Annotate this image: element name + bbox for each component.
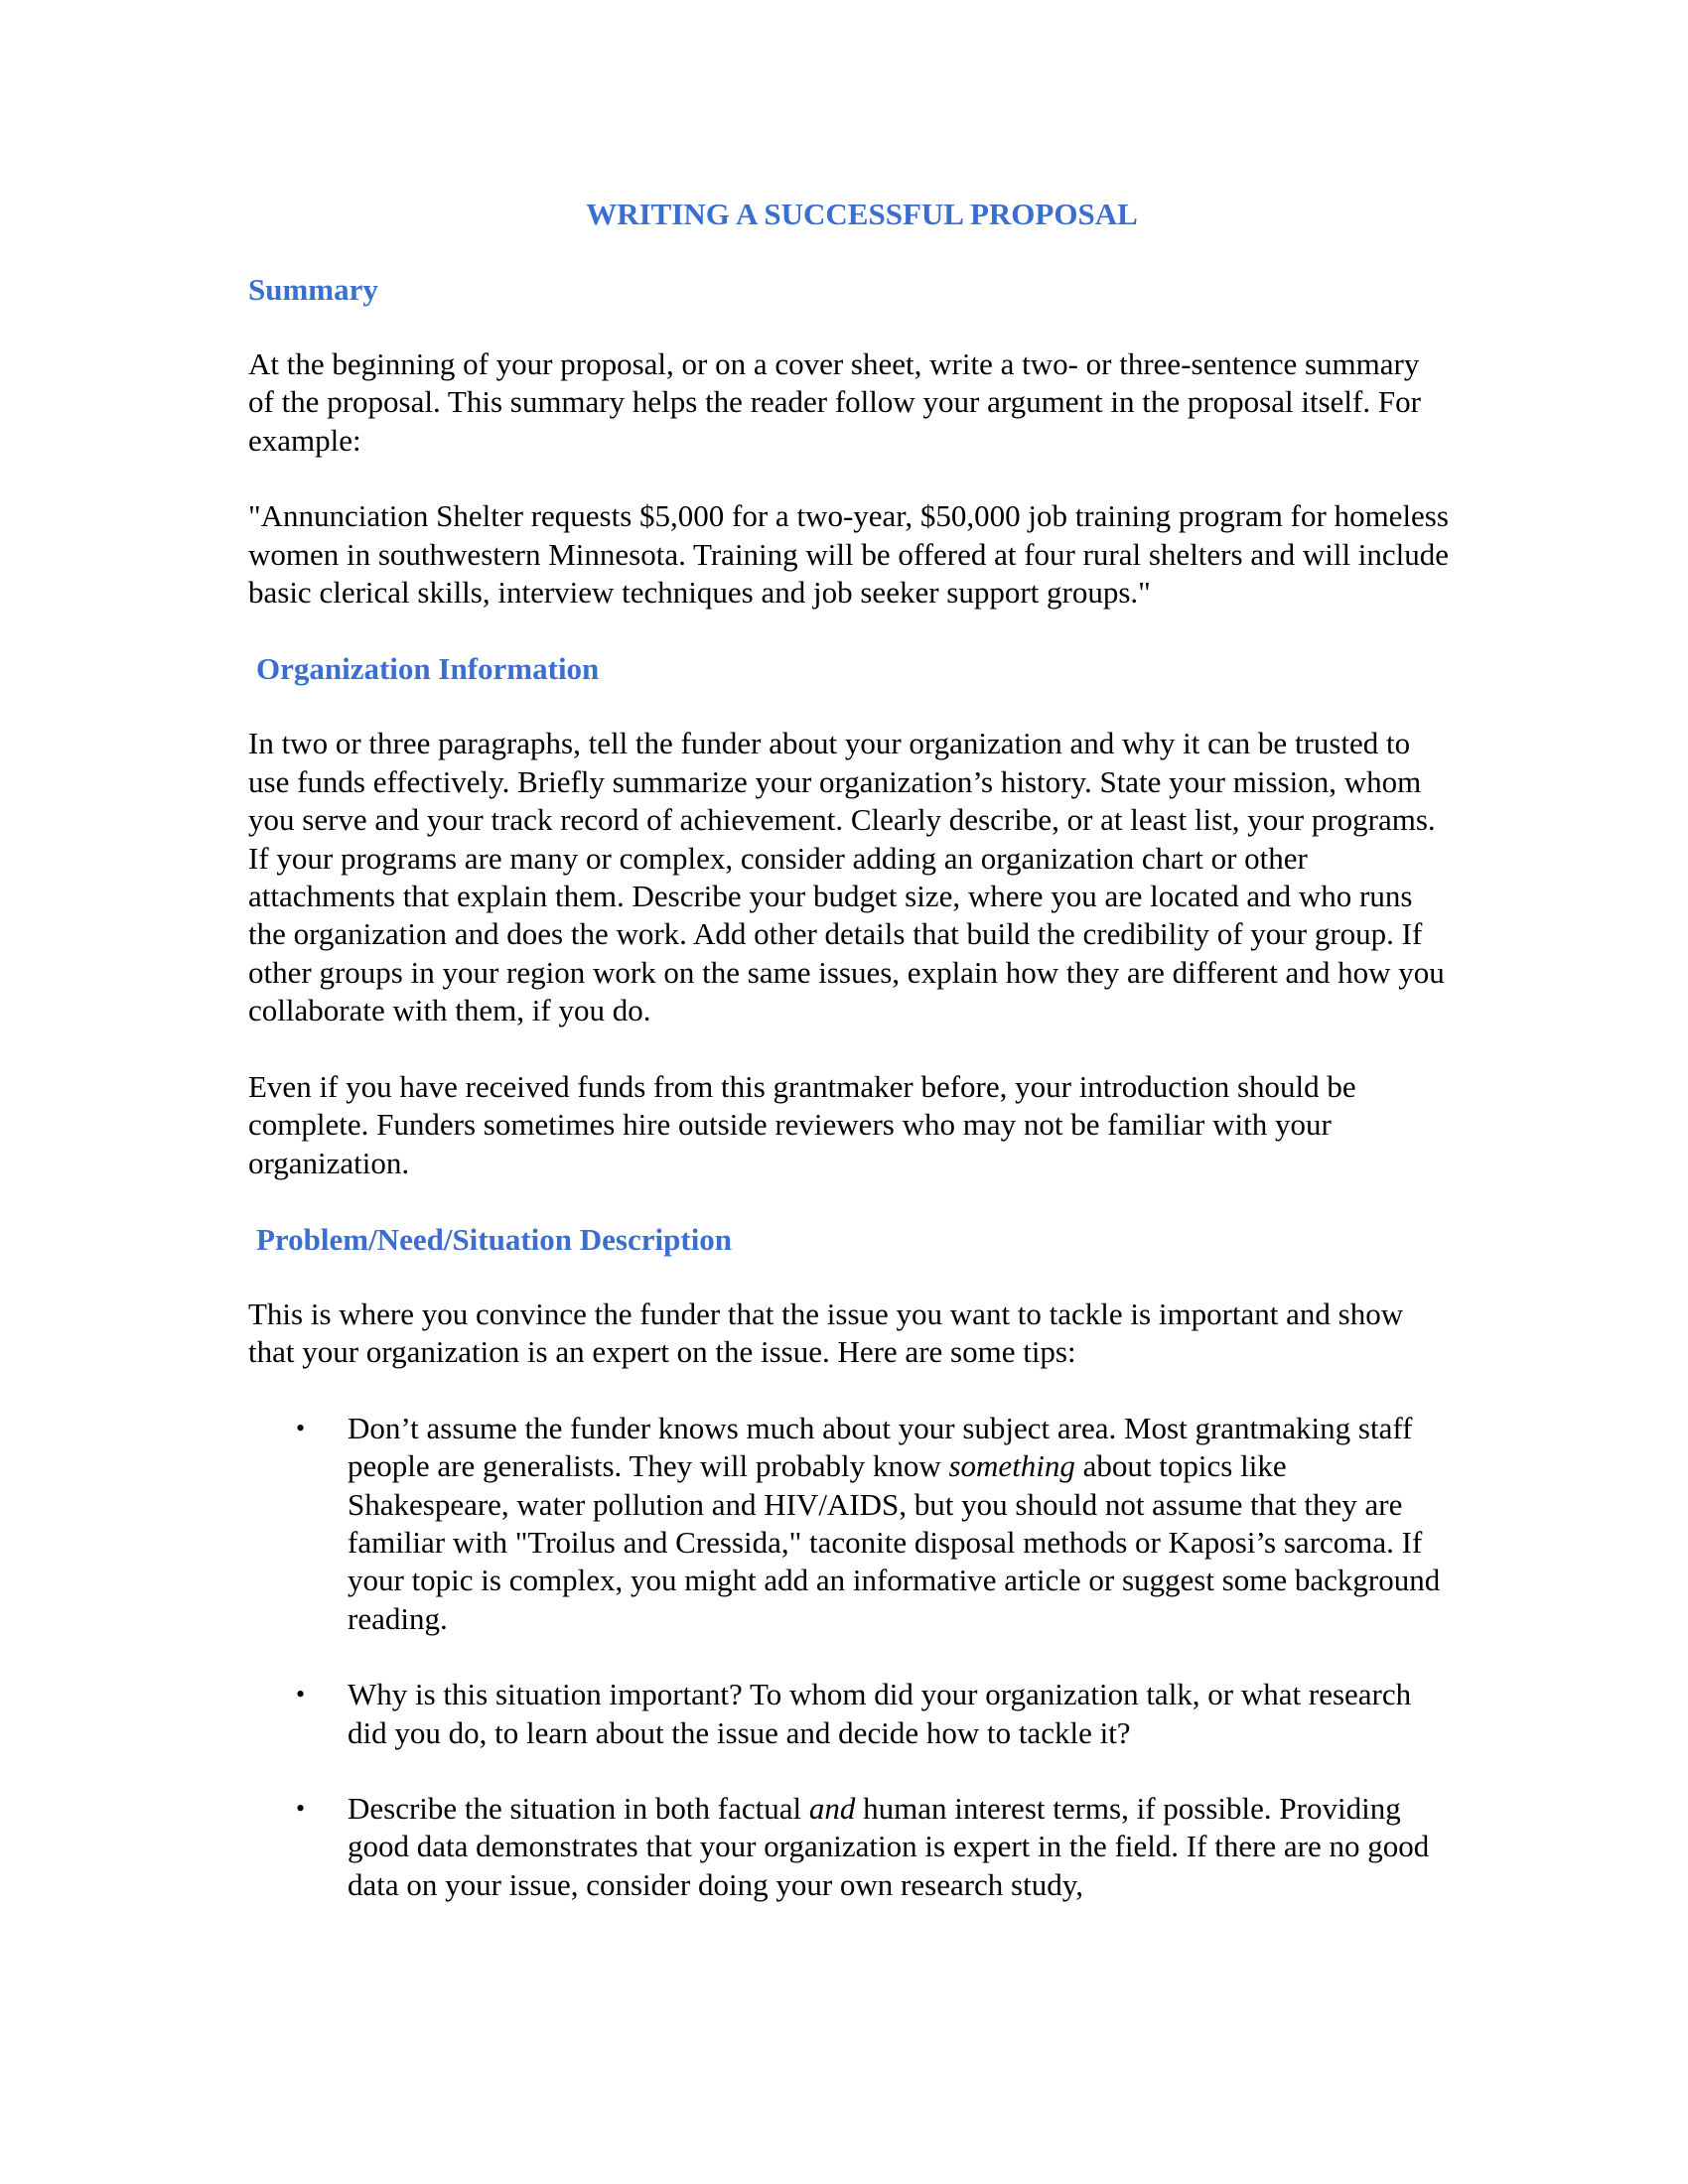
tip-text: human interest terms, if possible. Providing good data demonstrates that your organization is expert in the field. If there are no good data on your issue, consider doing your own research study, [348,1790,1430,1902]
bullet-icon: • [296,1413,306,1442]
summary-heading: Summary [248,272,378,307]
document-body [248,195,1450,1942]
tips-list-item [248,1790,1450,1904]
tip-text: Don’t assume the funder knows much about your subject area. Most grantmaking staff people are generalists. They will probably know [348,1410,1413,1484]
tip-text: Describe the situation in both factual [348,1790,809,1826]
tip-emphasis: something [948,1448,1075,1484]
tips-list-item [248,1676,1450,1752]
tip-emphasis: and [808,1790,856,1826]
document-title: WRITING A SUCCESSFUL PROPOSAL [586,197,1138,231]
tip-text: Why is this situation important? To whom did your organization talk, or what research did you do, to learn about the issue and decide how to tackle it? [348,1677,1412,1750]
organization-info-heading: Organization Information [256,651,600,687]
tips-list [248,1410,1450,1904]
summary-paragraph: At the beginning of your proposal, or on a cover sheet, write a two- or three-sentence summary of the proposal. This summary helps the reader follow your argument in the proposal itself. For example: [248,346,1421,458]
bullet-icon: • [296,1680,306,1709]
bullet-icon: • [296,1793,306,1823]
problem-description-intro: This is where you convince the funder that the issue you want to tackle is important and show that your organization is an expert on the issue. Here are some tips: [248,1296,1404,1370]
organization-info-paragraph: In two or three paragraphs, tell the funder about your organization and why it can be trusted to use funds effectively. Briefly summarize your organization’s history. State your mission, whom you serve and your track record of achievement. Clearly describe, or at least list, your programs. If your programs are many or complex, consider adding an organization chart or other attachments that explain them. Describe your budget size, where you are located and who runs the organization and does the work. Add other details that build the credibility of your group. If other groups in your region work on the same issues, explain how they are different and how you collaborate with them, if you do. [248,726,1445,1028]
organization-info-paragraph: Even if you have received funds from this grantmaker before, your introduction should be complete. Funders sometimes hire outside reviewers who may not be familiar with your organization. [248,1068,1356,1180]
tips-list-item [248,1410,1450,1638]
tip-text: about topics like Shakespeare, water pollution and HIV/AIDS, but you should not assume that they are familiar with "Troilus and Cressida," taconite disposal methods or Kaposi’s sarcoma. If your topic is complex, you might add an informative article or suggest some background reading. [348,1448,1441,1636]
summary-example-quote: "Annunciation Shelter requests $5,000 for a two-year, $50,000 job training program for homeless women in southwestern Minnesota. Training will be offered at four rural shelters and will include basic clerical skills, interview techniques and job seeker support groups." [248,498,1450,611]
problem-description-heading: Problem/Need/Situation Description [256,1221,733,1257]
